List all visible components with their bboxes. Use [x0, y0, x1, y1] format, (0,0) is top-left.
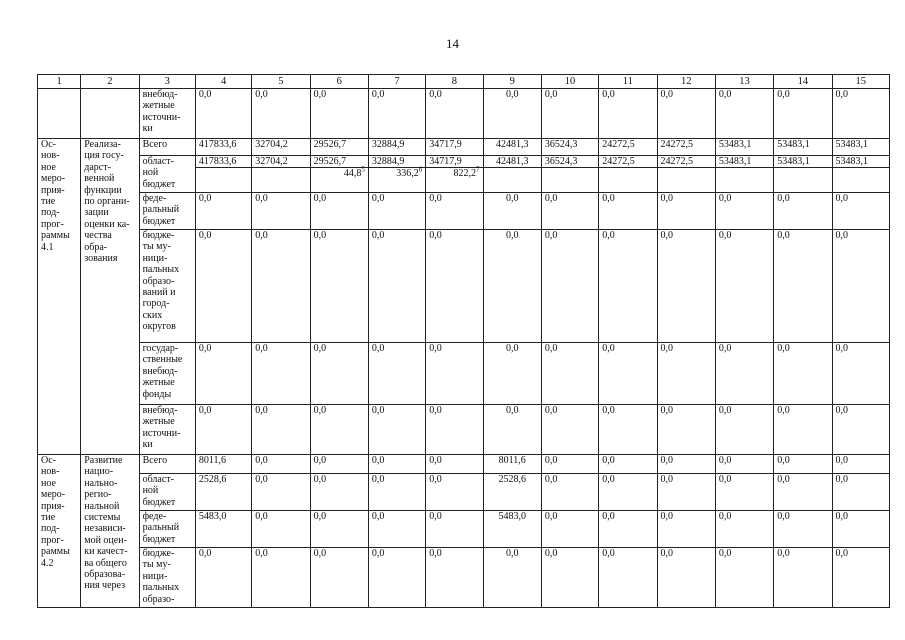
table-row	[38, 230, 890, 343]
value-cell: 0,0	[715, 343, 773, 405]
value-cell: 24272,5	[657, 139, 715, 156]
value-cell: 0,0	[368, 89, 425, 139]
value-cell: 24272,5	[599, 139, 657, 156]
value-cell: 0,0	[310, 511, 368, 548]
value-cell: 0,0	[252, 343, 310, 405]
value-cell: 0,0	[541, 474, 598, 511]
value-cell: 0,0	[774, 455, 832, 474]
value-cell: 0,0	[832, 193, 889, 230]
value-cell: 0,0	[483, 193, 541, 230]
value-cell: 53483,1	[832, 139, 889, 156]
value-cell: 8011,6	[483, 455, 541, 474]
activity-41-label: Ос- нов- ное меро- прия- тие под- прог- раммы 4.1	[38, 139, 81, 455]
table-row	[38, 548, 890, 608]
value-cell: 0,0	[483, 230, 541, 343]
value-cell: 24272,5	[599, 156, 657, 193]
value-cell: 0,0	[715, 405, 773, 455]
value-cell: 5483,0	[483, 511, 541, 548]
value-cell: 0,0	[832, 89, 889, 139]
value-cell: 53483,1	[774, 156, 832, 193]
value-cell: 0,0	[252, 548, 310, 608]
value-cell: 0,0	[832, 230, 889, 343]
value-cell: 42481,3	[483, 156, 541, 193]
column-header-6: 6	[310, 75, 368, 89]
value-cell: 0,0	[252, 405, 310, 455]
table-row	[38, 474, 890, 511]
value-cell: 0,0	[541, 455, 598, 474]
column-header-4: 4	[195, 75, 251, 89]
column-header-14: 14	[774, 75, 832, 89]
value-cell: 0,0	[541, 511, 598, 548]
value-cell: 0,0	[599, 405, 657, 455]
value-cell: 0,0	[368, 474, 425, 511]
value-cell: 0,0	[715, 193, 773, 230]
value-cell: 0,0	[541, 405, 598, 455]
value-cell: 0,0	[252, 230, 310, 343]
column-header-1: 1	[38, 75, 81, 89]
funding-source: феде- ральный бюджет	[139, 193, 195, 230]
funding-source: феде- ральный бюджет	[139, 511, 195, 548]
value-cell: 0,0	[832, 455, 889, 474]
value-cell: 0,0	[657, 548, 715, 608]
value-cell: 0,0	[832, 511, 889, 548]
table-row	[38, 343, 890, 405]
column-header-10: 10	[541, 75, 598, 89]
value-cell: 0,0	[715, 474, 773, 511]
value-cell: 32884,9	[368, 139, 425, 156]
value-cell: 0,0	[599, 474, 657, 511]
value-cell: 29526,7 44,8$^5$	[310, 156, 368, 193]
value-cell: 8011,6	[195, 455, 251, 474]
value-cell: 0,0	[715, 511, 773, 548]
value-cell: 0,0	[832, 474, 889, 511]
column-header-11: 11	[599, 75, 657, 89]
activity-41-name: Реализа- ция госу- дарст- венной функции по органи- зации оценки ка- чества обра- зования	[81, 139, 139, 455]
value-cell: 24272,5	[657, 156, 715, 193]
value-cell: 0,0	[426, 230, 483, 343]
value-cell: 0,0	[368, 230, 425, 343]
value-cell: 0,0	[715, 548, 773, 608]
value-cell: 53483,1	[715, 156, 773, 193]
funding-source: внебюд- жетные источни- ки	[139, 405, 195, 455]
footnote-value: 336,2$^6$	[396, 166, 423, 180]
value-cell: 0,0	[426, 193, 483, 230]
value-cell: 0,0	[657, 230, 715, 343]
value-cell: 0,0	[715, 230, 773, 343]
value-cell: 0,0	[310, 230, 368, 343]
table-row	[38, 89, 890, 139]
value-cell: 0,0	[832, 548, 889, 608]
column-header-12: 12	[657, 75, 715, 89]
value-cell: 0,0	[252, 474, 310, 511]
value-cell: 0,0	[310, 455, 368, 474]
value-cell: 0,0	[252, 455, 310, 474]
column-header-2: 2	[81, 75, 139, 89]
value-cell: 32704,2	[252, 156, 310, 193]
value-cell: 0,0	[715, 89, 773, 139]
budget-table	[37, 74, 890, 608]
funding-source: внебюд- жетные источни- ки	[139, 89, 195, 139]
page-number: 14	[446, 36, 459, 51]
value-cell: 0,0	[599, 89, 657, 139]
value-cell: 0,0	[832, 343, 889, 405]
value-cell: 53483,1	[774, 139, 832, 156]
value-cell: 0,0	[599, 511, 657, 548]
value-cell: 0,0	[368, 405, 425, 455]
column-header-3: 3	[139, 75, 195, 89]
footnote-value: 44,8$^5$	[343, 166, 365, 180]
value-cell: 0,0	[483, 405, 541, 455]
table-row	[38, 156, 890, 193]
value-cell: 0,0	[599, 455, 657, 474]
column-header-15: 15	[832, 75, 889, 89]
table-row	[38, 193, 890, 230]
value-cell: 0,0	[368, 511, 425, 548]
value-cell: 5483,0	[195, 511, 251, 548]
value-cell: 2528,6	[195, 474, 251, 511]
value-cell: 53483,1	[715, 139, 773, 156]
value-cell: 0,0	[368, 343, 425, 405]
value-cell: 0,0	[426, 455, 483, 474]
value-cell: 0,0	[195, 230, 251, 343]
value-cell: 0,0	[195, 89, 251, 139]
value-cell: 0,0	[483, 548, 541, 608]
column-header-9: 9	[483, 75, 541, 89]
value-cell: 0,0	[252, 89, 310, 139]
value-cell: 0,0	[774, 343, 832, 405]
value-cell: 0,0	[310, 343, 368, 405]
table-row	[38, 511, 890, 548]
value-cell: 0,0	[195, 343, 251, 405]
value-cell: 0,0	[541, 548, 598, 608]
column-header-8: 8	[426, 75, 483, 89]
value-cell: 0,0	[310, 548, 368, 608]
value-cell: 36524,3	[541, 139, 598, 156]
value-cell: 0,0	[541, 89, 598, 139]
value-cell: 0,0	[195, 405, 251, 455]
value-cell: 0,0	[774, 548, 832, 608]
value-cell: 42481,3	[483, 139, 541, 156]
value-cell: 0,0	[426, 474, 483, 511]
cell-empty	[81, 89, 139, 139]
value-cell: 0,0	[774, 89, 832, 139]
value-cell: 53483,1	[832, 156, 889, 193]
funding-source: бюдже- ты му- ници- пальных образо-	[139, 548, 195, 608]
value-cell: 0,0	[310, 405, 368, 455]
activity-42-label: Ос- нов- ное меро- прия- тие под- прог- раммы 4.2	[38, 455, 81, 608]
funding-source: област- ной бюджет	[139, 474, 195, 511]
value-cell: 0,0	[657, 474, 715, 511]
value-cell: 0,0	[426, 548, 483, 608]
value-cell: 0,0	[599, 230, 657, 343]
column-header-5: 5	[252, 75, 310, 89]
value-cell: 0,0	[541, 343, 598, 405]
value-cell: 0,0	[599, 193, 657, 230]
table-row	[38, 455, 890, 474]
value-cell: 0,0	[774, 405, 832, 455]
value-cell: 0,0	[426, 511, 483, 548]
value-cell: 0,0	[426, 89, 483, 139]
value-cell: 0,0	[368, 548, 425, 608]
value-cell: 0,0	[832, 405, 889, 455]
value-cell: 0,0	[774, 230, 832, 343]
value-cell: 417833,6	[195, 156, 251, 193]
value-cell: 0,0	[774, 474, 832, 511]
table-row	[38, 139, 890, 156]
value-cell: 36524,3	[541, 156, 598, 193]
value-cell: 0,0	[657, 511, 715, 548]
value-cell: 0,0	[541, 230, 598, 343]
value-cell: 0,0	[426, 405, 483, 455]
value-cell: 0,0	[252, 511, 310, 548]
value-cell: 0,0	[195, 548, 251, 608]
value-cell: 0,0	[774, 193, 832, 230]
table-row	[38, 405, 890, 455]
value-cell: 0,0	[541, 193, 598, 230]
value-cell: 34717,9	[426, 139, 483, 156]
funding-source: област- ной бюджет	[139, 156, 195, 193]
value-cell: 417833,6	[195, 139, 251, 156]
value-cell: 0,0	[483, 343, 541, 405]
value-cell: 0,0	[599, 548, 657, 608]
value-cell: 0,0	[774, 511, 832, 548]
value-cell: 0,0	[310, 89, 368, 139]
value-cell: 32884,9 336,2$^6$	[368, 156, 425, 193]
value-cell: 0,0	[715, 455, 773, 474]
cell-empty	[38, 89, 81, 139]
value-cell: 29526,7	[310, 139, 368, 156]
value-cell: 0,0	[657, 193, 715, 230]
funding-source: бюдже- ты му- ници- пальных образо- ваний и город- ских округов	[139, 230, 195, 343]
value-cell: 0,0	[368, 193, 425, 230]
value-cell: 0,0	[599, 343, 657, 405]
value-cell: 0,0	[310, 193, 368, 230]
column-header-13: 13	[715, 75, 773, 89]
value-cell: 0,0	[657, 89, 715, 139]
value-cell: 0,0	[657, 455, 715, 474]
value-cell: 34717,9 822,2$^7$	[426, 156, 483, 193]
funding-source: Всего	[139, 455, 195, 474]
value-cell: 0,0	[195, 193, 251, 230]
activity-42-name: Развитие нацио- нально- регио- нальной системы независи- мой оцен- ки качест- ва общего образова- ния через	[81, 455, 139, 608]
column-header-7: 7	[368, 75, 425, 89]
footnote-value: 822,2$^7$	[453, 166, 480, 180]
value-cell: 0,0	[657, 405, 715, 455]
value-cell: 0,0	[657, 343, 715, 405]
value-cell: 32704,2	[252, 139, 310, 156]
funding-source: государ- ственные внебюд- жетные фонды	[139, 343, 195, 405]
value-cell: 0,0	[426, 343, 483, 405]
value-cell: 0,0	[368, 455, 425, 474]
value-cell: 2528,6	[483, 474, 541, 511]
funding-source: Всего	[139, 139, 195, 156]
value-cell: 0,0	[483, 89, 541, 139]
header-row	[38, 75, 890, 89]
value-cell: 0,0	[252, 193, 310, 230]
value-cell: 0,0	[310, 474, 368, 511]
